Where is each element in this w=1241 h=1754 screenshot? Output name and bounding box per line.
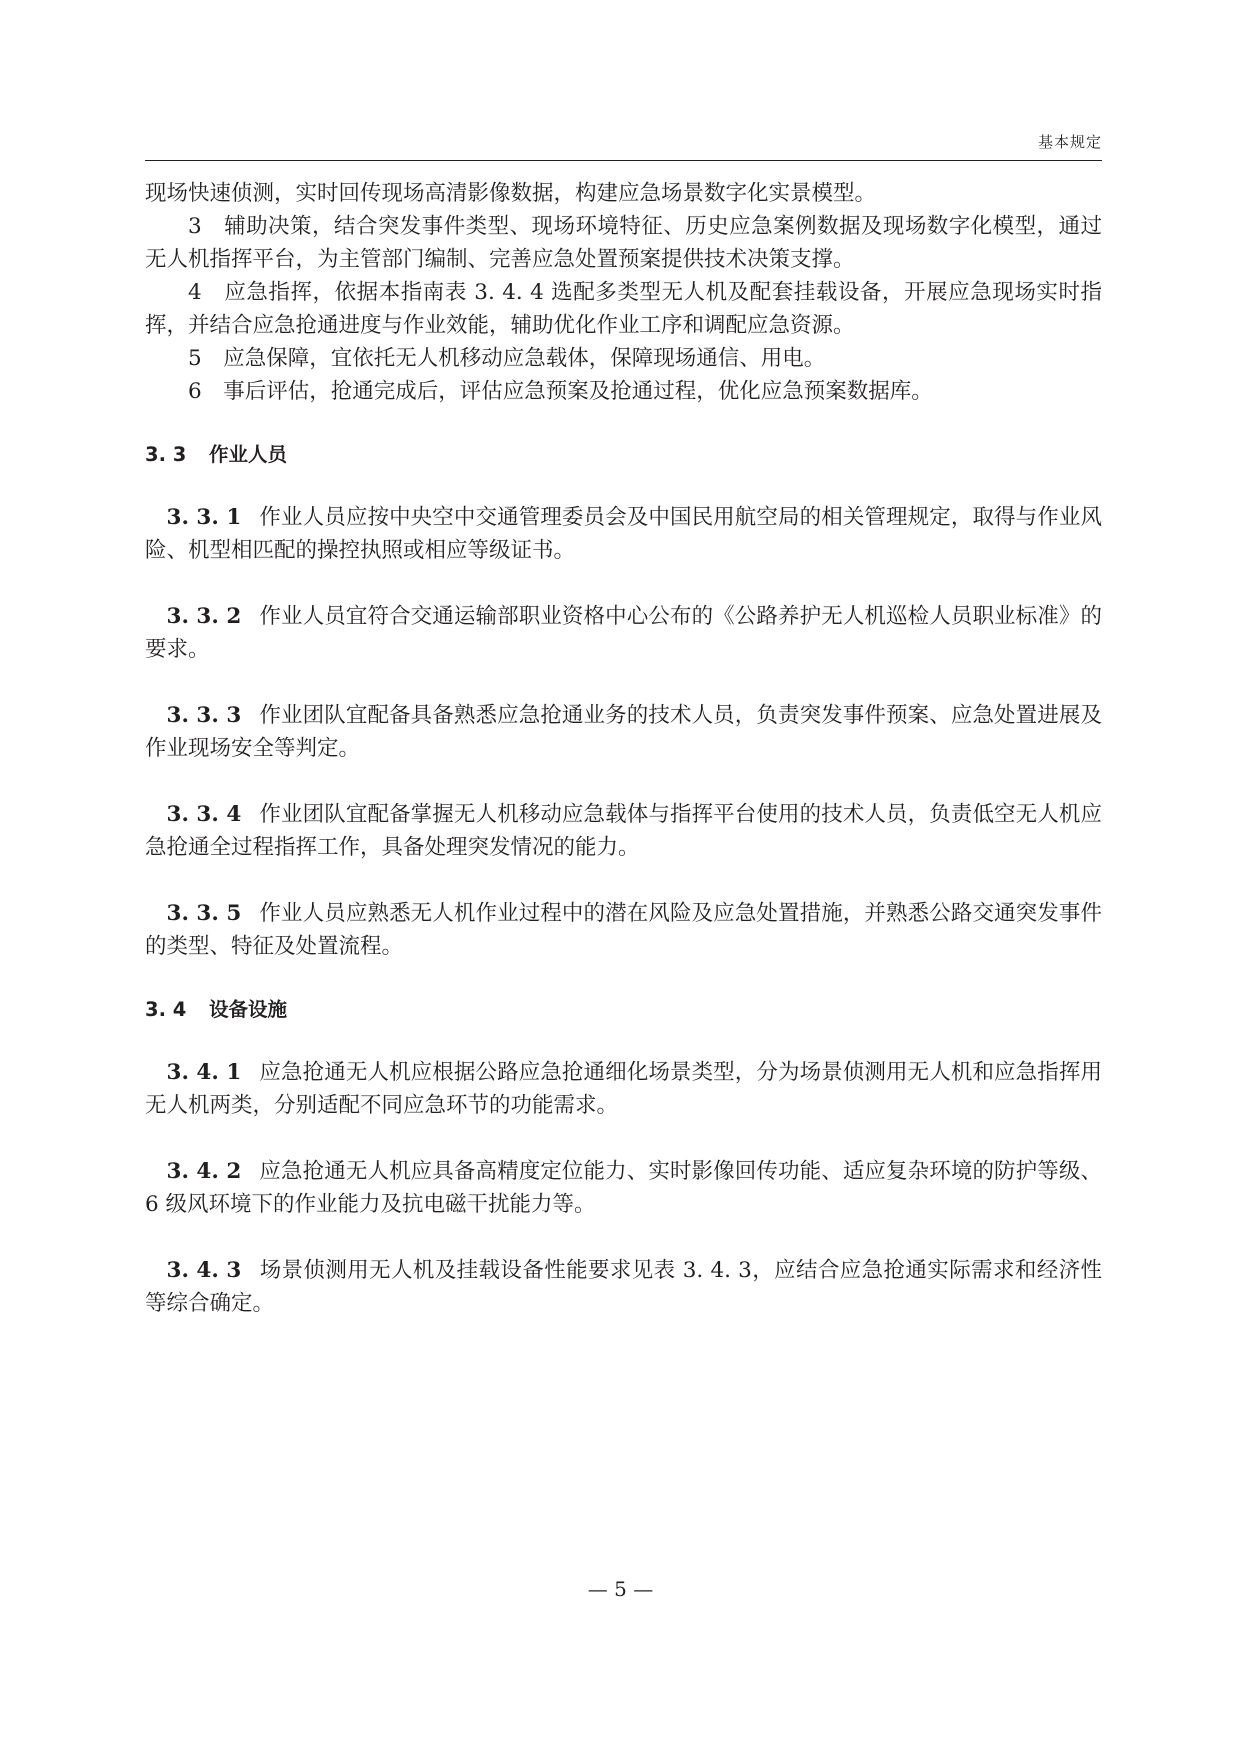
list-item-text: 应急指挥，依据本指南表 3. 4. 4 选配多类型无人机及配套挂载设备，开展应急现场实时指挥，并结合应急抢通进度与作业效能，辅助优化作业工序和调配应急资源。: [145, 280, 1102, 338]
clause: [145, 699, 1102, 765]
clause-number: 3. 3. 1: [166, 505, 242, 530]
clause-number: 3. 3. 4: [166, 802, 242, 827]
clause-text: 场景侦测用无人机及挂载设备性能要求见表 3. 4. 3，应结合应急抢通实际需求和经济性等综合确定。: [145, 1258, 1102, 1316]
clause-text: 作业团队宜配备具备熟悉应急抢通业务的技术人员，负责突发事件预案、应急处置进展及作业现场安全等判定。: [145, 703, 1102, 761]
list-item-text: 应急保障，宜依托无人机移动应急载体，保障现场通信、用电。: [223, 346, 826, 371]
clause-text: 应急抢通无人机应具备高精度定位能力、实时影像回传功能、适应复杂环境的防护等级、6 级风环境下的作业能力及抗电磁干扰能力等。: [145, 1159, 1102, 1217]
clause-number: 3. 3. 3: [166, 703, 242, 728]
list-item-number: 3: [188, 214, 202, 239]
clause-text: 应急抢通无人机应根据公路应急抢通细化场景类型，分为场景侦测用无人机和应急指挥用无人机两类，分别适配不同应急环节的功能需求。: [145, 1060, 1102, 1118]
clause-number: 3. 4. 2: [166, 1159, 242, 1184]
clause-text: 作业团队宜配备掌握无人机移动应急载体与指挥平台使用的技术人员，负责低空无人机应急抢通全过程指挥工作，具备处理突发情况的能力。: [145, 802, 1102, 860]
clause-number: 3. 4. 3: [166, 1258, 242, 1283]
clause: [145, 600, 1102, 666]
clause: [145, 897, 1102, 963]
clause: [145, 1155, 1102, 1221]
section-title: 作业人员: [209, 443, 288, 466]
clause: [145, 1254, 1102, 1320]
page-number: — 5 —: [587, 1577, 654, 1601]
section-heading-3-3: [145, 438, 1102, 471]
section-title: 设备设施: [209, 998, 288, 1021]
running-header: 基本规定: [1037, 133, 1102, 151]
list-item-number: 5: [188, 346, 202, 371]
clause: [145, 501, 1102, 567]
clause-number: 3. 3. 2: [166, 604, 242, 629]
clause: [145, 798, 1102, 864]
continuation-paragraph: 现场快速侦测，实时回传现场高清影像数据，构建应急场景数字化实景模型。: [145, 181, 877, 206]
list-item-text: 事后评估，抢通完成后，评估应急预案及抢通过程，优化应急预案数据库。: [223, 379, 933, 404]
list-item: [145, 375, 1102, 408]
page-body: [145, 177, 1102, 1320]
clause-number: 3. 3. 5: [166, 901, 242, 926]
list-item-number: 4: [188, 280, 202, 305]
list-item: [145, 276, 1102, 342]
header-divider: [145, 160, 1102, 161]
clause-text: 作业人员应按中央空中交通管理委员会及中国民用航空局的相关管理规定，取得与作业风险、机型相匹配的操控执照或相应等级证书。: [145, 505, 1102, 563]
clause-number: 3. 4. 1: [166, 1060, 242, 1085]
list-item: [145, 210, 1102, 276]
clause-text: 作业人员宜符合交通运输部职业资格中心公布的《公路养护无人机巡检人员职业标准》的要求。: [145, 604, 1102, 662]
section-number: 3. 4: [145, 998, 187, 1021]
section-heading-3-4: [145, 993, 1102, 1026]
list-item-text: 辅助决策，结合突发事件类型、现场环境特征、历史应急案例数据及现场数字化模型，通过无人机指挥平台，为主管部门编制、完善应急处置预案提供技术决策支撑。: [145, 214, 1102, 272]
clause: [145, 1056, 1102, 1122]
clause-text: 作业人员应熟悉无人机作业过程中的潜在风险及应急处置措施，并熟悉公路交通突发事件的类型、特征及处置流程。: [145, 901, 1102, 959]
list-item: [145, 342, 1102, 375]
section-number: 3. 3: [145, 443, 187, 466]
list-item-number: 6: [188, 379, 202, 404]
